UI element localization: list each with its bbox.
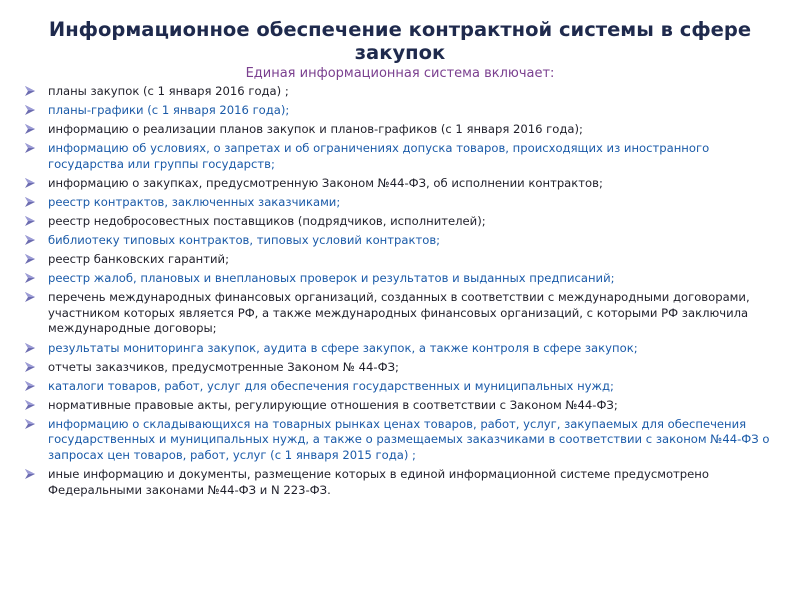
list-item-text: планы закупок (с 1 января 2016 года) ; <box>48 84 289 98</box>
list-item <box>24 84 784 100</box>
arrow-bullet-icon <box>24 253 36 265</box>
list-item-text: иные информацию и документы, размещение которых в единой информационной системе предусмотрено Федеральными законами №44-ФЗ и N 223-ФЗ. <box>48 467 709 497</box>
list-item-text: реестр контрактов, заключенных заказчиками; <box>48 194 341 209</box>
arrow-bullet-icon <box>24 177 36 189</box>
list-item-text: информацию о складывающихся на товарных рынках ценах товаров, работ, услуг, закупаемых для обеспечения государственных и муниципальных нужд, а также о размещаемых заказчиками в соответствии с законом №44-ФЗ о запросах цен товаров, работ, услуг (с 1 января 2015 года) ; <box>48 416 770 462</box>
arrow-bullet-icon <box>24 291 36 303</box>
list-item <box>24 122 784 138</box>
list-item <box>24 398 784 414</box>
list-item <box>24 214 784 230</box>
list-item <box>24 103 784 119</box>
arrow-bullet-icon <box>24 272 36 284</box>
list-item-text: информацию об условиях, о запретах и об ограничениях допуска товаров, происходящих из иностранного государства или группы государств; <box>48 141 710 171</box>
arrow-bullet-icon <box>24 380 36 392</box>
list-item <box>24 467 784 498</box>
list-item-text: результаты мониторинга закупок, аудита в сфере закупок, а также контроля в сфере закупок; <box>48 340 638 355</box>
slide-subtitle: Единая информационная система включает: <box>245 66 555 81</box>
list-item <box>24 379 784 395</box>
list-item <box>24 176 784 192</box>
arrow-bullet-icon <box>24 468 36 480</box>
arrow-bullet-icon <box>24 85 36 97</box>
list-item-text: библиотеку типовых контрактов, типовых условий контрактов; <box>48 233 441 248</box>
list-item-text: планы-графики (с 1 января 2016 года); <box>48 103 290 118</box>
arrow-bullet-icon <box>24 361 36 373</box>
arrow-bullet-icon <box>24 142 36 154</box>
list-item-text: информацию о закупках, предусмотренную Законом №44-ФЗ, об исполнении контрактов; <box>48 175 603 190</box>
list-item <box>24 252 784 268</box>
list-item <box>24 341 784 357</box>
list-item <box>24 233 784 249</box>
arrow-bullet-icon <box>24 104 36 116</box>
slide-title: Информационное обеспечение контрактной системы в сфере закупок <box>48 18 752 64</box>
list-item <box>24 271 784 287</box>
arrow-bullet-icon <box>24 418 36 430</box>
arrow-bullet-icon <box>24 234 36 246</box>
list-item <box>24 290 784 337</box>
bullet-list <box>24 84 784 502</box>
arrow-bullet-icon <box>24 123 36 135</box>
arrow-bullet-icon <box>24 215 36 227</box>
arrow-bullet-icon <box>24 342 36 354</box>
list-item <box>24 195 784 211</box>
arrow-bullet-icon <box>24 399 36 411</box>
list-item-text: реестр банковских гарантий; <box>48 252 229 267</box>
list-item-text: каталоги товаров, работ, услуг для обеспечения государственных и муниципальных нужд; <box>48 378 614 393</box>
list-item-text: реестр недобросовестных поставщиков (подрядчиков, исполнителей); <box>48 214 486 229</box>
list-item-text: реестр жалоб, плановых и внеплановых проверок и результатов и выданных предписаний; <box>48 271 615 286</box>
arrow-bullet-icon <box>24 196 36 208</box>
list-item-text: отчеты заказчиков, предусмотренные Законом № 44-ФЗ; <box>48 359 399 374</box>
list-item-text: нормативные правовые акты, регулирующие отношения в соответствии с Законом №44-ФЗ; <box>48 397 618 412</box>
list-item <box>24 417 784 464</box>
list-item-text: информацию о реализации планов закупок и планов-графиков (с 1 января 2016 года); <box>48 122 583 137</box>
list-item <box>24 141 784 172</box>
list-item-text: перечень международных финансовых организаций, созданных в соответствии с международными договорами, участником которых является РФ, а также международных финансовых организаций, с которыми РФ заключила международные договоры; <box>48 290 750 336</box>
list-item <box>24 360 784 376</box>
